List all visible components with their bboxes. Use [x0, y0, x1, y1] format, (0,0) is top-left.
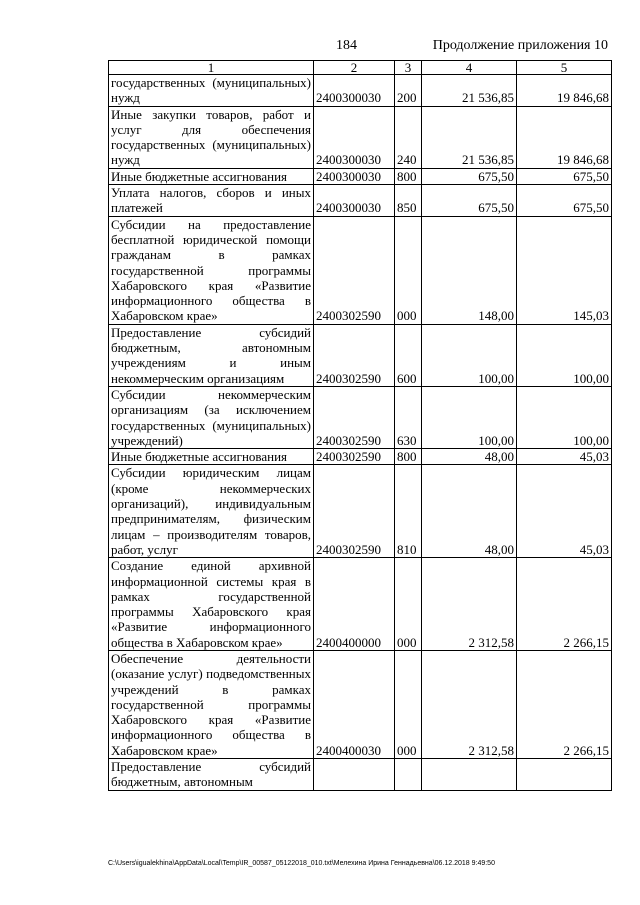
expense-type: 850 — [395, 185, 422, 217]
item-name: Предоставление субсидий бюджетным, автономным — [109, 759, 314, 791]
expense-type: 600 — [395, 324, 422, 386]
item-name: Обеспечение деятельности (оказание услуг) подведомственных учреждений в рамках государственной программы Хабаровского края «Развитие информационного общества в Хабаровском крае» — [109, 650, 314, 758]
amount-col5: 45,03 — [517, 465, 612, 558]
amount-col4: 675,50 — [422, 185, 517, 217]
table-row — [109, 650, 612, 758]
column-header: 2 — [314, 61, 395, 75]
target-code — [314, 759, 395, 791]
column-header: 1 — [109, 61, 314, 75]
amount-col4: 2 312,58 — [422, 558, 517, 651]
budget-table — [108, 60, 612, 791]
amount-col4: 21 536,85 — [422, 75, 517, 107]
amount-col5: 19 846,68 — [517, 75, 612, 107]
page-number: 184 — [336, 38, 357, 53]
amount-col5: 2 266,15 — [517, 558, 612, 651]
item-name: государственных (муниципальных) нужд — [109, 75, 314, 107]
continuation-note: Продолжение приложения 10 — [432, 38, 608, 53]
item-name: Иные закупки товаров, работ и услуг для обеспечения государственных (муниципальных) нужд — [109, 106, 314, 168]
expense-type: 200 — [395, 75, 422, 107]
target-code: 2400302590 — [314, 386, 395, 448]
table-row — [109, 75, 612, 107]
target-code: 2400400030 — [314, 650, 395, 758]
column-header: 3 — [395, 61, 422, 75]
table-row — [109, 324, 612, 386]
table-row — [109, 386, 612, 448]
amount-col4: 48,00 — [422, 465, 517, 558]
table-row — [109, 106, 612, 168]
amount-col4 — [422, 759, 517, 791]
target-code: 2400302590 — [314, 216, 395, 324]
item-name: Предоставление субсидий бюджетным, автономным учреждениям и иным некоммерческим организациям — [109, 324, 314, 386]
expense-type: 810 — [395, 465, 422, 558]
amount-col5: 675,50 — [517, 168, 612, 184]
target-code: 2400302590 — [314, 465, 395, 558]
target-code: 2400300030 — [314, 75, 395, 107]
table-row — [109, 185, 612, 217]
table-row — [109, 168, 612, 184]
amount-col4: 100,00 — [422, 324, 517, 386]
table-row — [109, 449, 612, 465]
expense-type — [395, 759, 422, 791]
amount-col4: 48,00 — [422, 449, 517, 465]
amount-col5: 19 846,68 — [517, 106, 612, 168]
item-name: Субсидии некоммерческим организациям (за исключением государственных (муниципальных) учреждений) — [109, 386, 314, 448]
item-name: Уплата налогов, сборов и иных платежей — [109, 185, 314, 217]
amount-col5: 145,03 — [517, 216, 612, 324]
amount-col4: 675,50 — [422, 168, 517, 184]
target-code: 2400300030 — [314, 185, 395, 217]
amount-col5 — [517, 759, 612, 791]
table-row — [109, 216, 612, 324]
target-code: 2400300030 — [314, 106, 395, 168]
expense-type: 800 — [395, 449, 422, 465]
item-name: Субсидии юридическим лицам (кроме некоммерческих организаций), индивидуальным предпринимателям, физическим лицам – производителям товаров, работ, услуг — [109, 465, 314, 558]
header-row — [109, 61, 612, 75]
target-code: 2400302590 — [314, 449, 395, 465]
expense-type: 000 — [395, 216, 422, 324]
table-row — [109, 558, 612, 651]
target-code: 2400302590 — [314, 324, 395, 386]
expense-type: 800 — [395, 168, 422, 184]
table-row — [109, 465, 612, 558]
amount-col5: 100,00 — [517, 324, 612, 386]
expense-type: 000 — [395, 650, 422, 758]
item-name: Иные бюджетные ассигнования — [109, 449, 314, 465]
target-code: 2400300030 — [314, 168, 395, 184]
amount-col4: 2 312,58 — [422, 650, 517, 758]
item-name: Создание единой архивной информационной системы края в рамках государственной программы Хабаровского края «Развитие информационного общества в Хабаровском крае» — [109, 558, 314, 651]
amount-col4: 21 536,85 — [422, 106, 517, 168]
amount-col5: 45,03 — [517, 449, 612, 465]
table-row — [109, 759, 612, 791]
item-name: Иные бюджетные ассигнования — [109, 168, 314, 184]
target-code: 2400400000 — [314, 558, 395, 651]
expense-type: 630 — [395, 386, 422, 448]
file-path-footer: C:\Users\igualekhina\AppData\Local\Temp\IR_00587_05122018_010.txt\Мелехина Ирина Геннадьевна\06.12.2018 9:49:50 — [108, 860, 495, 867]
amount-col5: 100,00 — [517, 386, 612, 448]
amount-col5: 675,50 — [517, 185, 612, 217]
column-header: 5 — [517, 61, 612, 75]
expense-type: 000 — [395, 558, 422, 651]
amount-col5: 2 266,15 — [517, 650, 612, 758]
item-name: Субсидии на предоставление бесплатной юридической помощи гражданам в рамках государственной программы Хабаровского края «Развитие информационного общества в Хабаровском крае» — [109, 216, 314, 324]
expense-type: 240 — [395, 106, 422, 168]
amount-col4: 100,00 — [422, 386, 517, 448]
column-header: 4 — [422, 61, 517, 75]
amount-col4: 148,00 — [422, 216, 517, 324]
